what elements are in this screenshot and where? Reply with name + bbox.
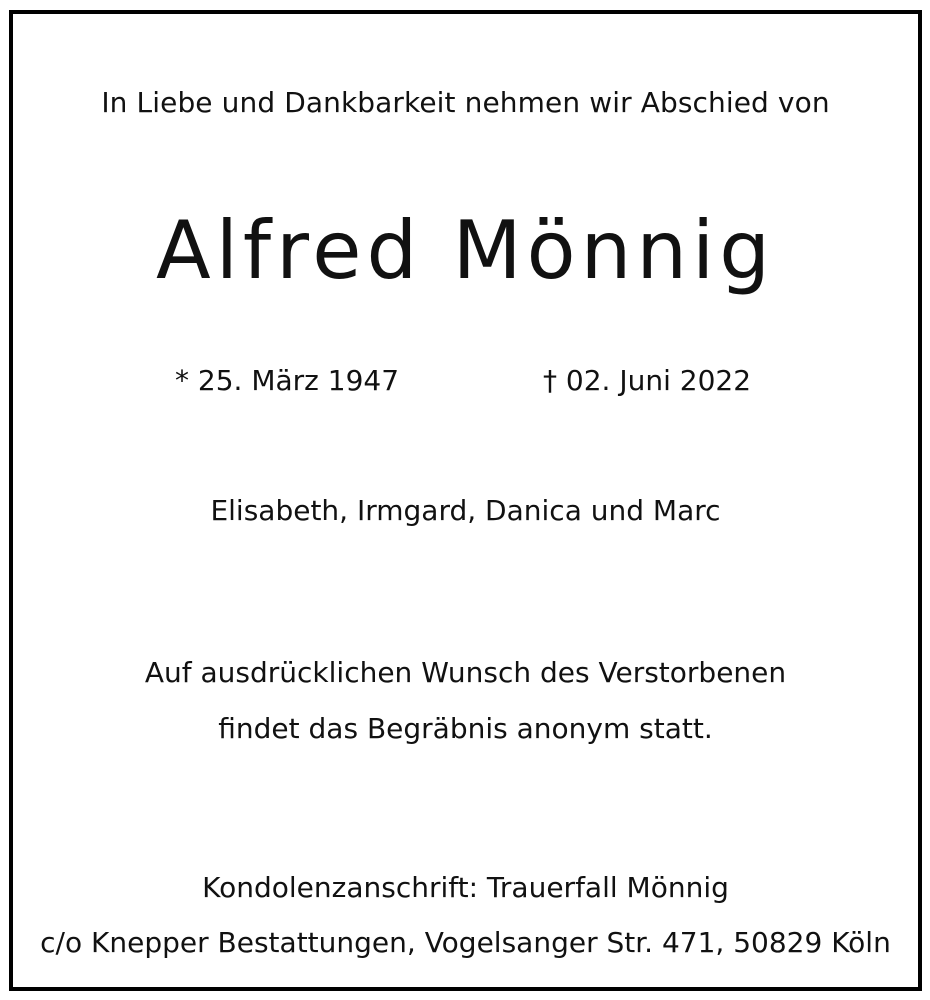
death-date: † 02. Juni 2022 [543, 364, 752, 397]
condolence-address-line-2: c/o Knepper Bestattungen, Vogelsanger Str. 471, 50829 Köln [40, 926, 891, 959]
deceased-name: Alfred Mönnig [155, 204, 776, 297]
burial-wish-line-1: Auf ausdrücklichen Wunsch des Verstorbenen [144, 656, 787, 689]
life-dates [13, 364, 918, 404]
mourners-names: Elisabeth, Irmgard, Danica und Marc [210, 494, 721, 527]
birth-date: * 25. März 1947 [175, 364, 400, 397]
condolence-address-line-1: Kondolenzanschrift: Trauerfall Mönnig [202, 871, 729, 904]
obituary-notice [9, 10, 922, 991]
intro-text: In Liebe und Dankbarkeit nehmen wir Abschied von [101, 86, 830, 119]
burial-wish-line-2: findet das Begräbnis anonym statt. [218, 712, 713, 745]
